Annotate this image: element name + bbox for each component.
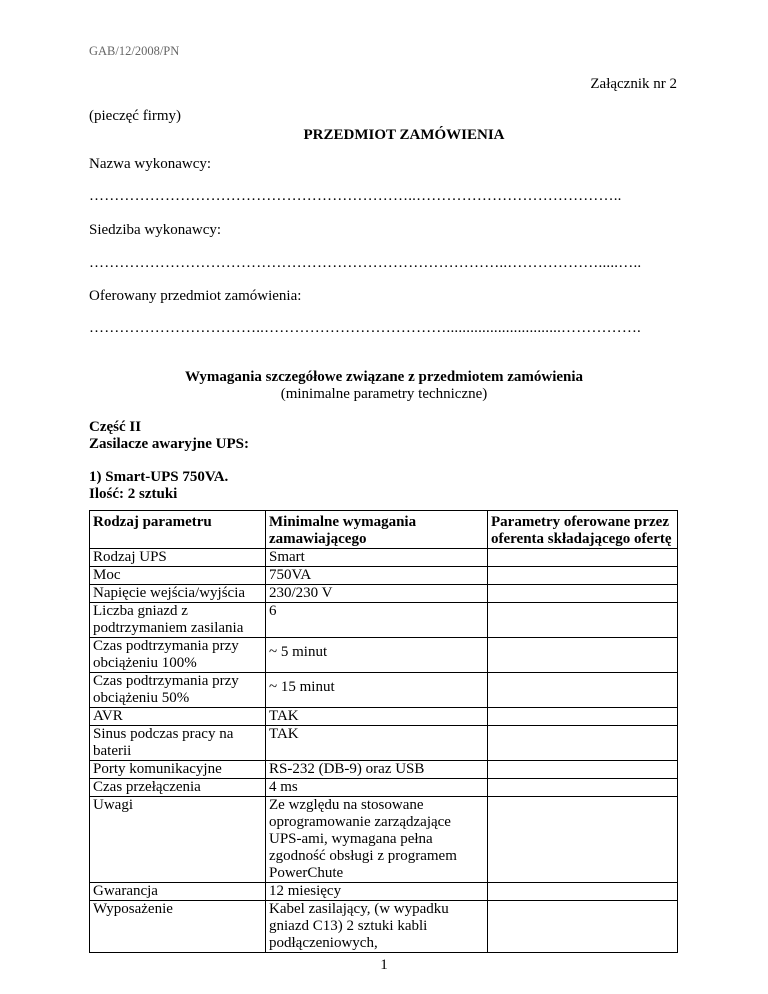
param-name: Napięcie wejścia/wyjścia [90,585,266,603]
offered-item-field[interactable]: ……………………………..……………………………….............................……………. [89,320,641,336]
param-requirement: 750VA [266,567,488,585]
param-requirement: Ze względu na stosowane oprogramowanie zarządzające UPS-ami, wymagana pełna zgodność obsługi z programem PowerChute [266,797,488,883]
param-requirement: ~ 15 minut [266,673,488,708]
param-name: Liczba gniazd z podtrzymaniem zasilania [90,603,266,638]
param-name: Czas podtrzymania przy obciążeniu 50% [90,673,266,708]
offered-item-label: Oferowany przedmiot zamówienia: [89,288,302,304]
table-row [90,549,678,567]
item-heading: 1) Smart-UPS 750VA. [89,469,229,485]
offered-value-cell[interactable] [488,638,678,673]
table-row [90,797,678,883]
param-name: Moc [90,567,266,585]
param-name: Czas przełączenia [90,779,266,797]
table-row [90,603,678,638]
offered-value-cell[interactable] [488,708,678,726]
table-row [90,673,678,708]
offered-value-cell[interactable] [488,603,678,638]
requirements-subtitle: (minimalne parametry techniczne) [280,386,488,402]
page-number: 1 [380,957,388,973]
param-requirement: Smart [266,549,488,567]
table-row [90,901,678,953]
table-row [90,726,678,761]
contractor-name-field[interactable]: ………………………………………………………..………………………………….. [89,188,622,204]
contractor-seat-label: Siedziba wykonawcy: [89,222,222,238]
param-requirement: 230/230 V [266,585,488,603]
param-name: Gwarancja [90,883,266,901]
param-requirement: TAK [266,708,488,726]
param-requirement: 4 ms [266,779,488,797]
param-requirement: ~ 5 minut [266,638,488,673]
company-stamp-placeholder: (pieczęć firmy) [89,108,182,124]
table-header-row [90,511,678,549]
offered-value-cell[interactable] [488,779,678,797]
header-offered-params: Parametry oferowane przez oferenta składającego ofertę [488,511,678,549]
table-row [90,708,678,726]
table-row [90,585,678,603]
offered-value-cell[interactable] [488,673,678,708]
param-name: AVR [90,708,266,726]
table-row [90,779,678,797]
param-name: Rodzaj UPS [90,549,266,567]
table-row [90,883,678,901]
param-name: Czas podtrzymania przy obciążeniu 100% [90,638,266,673]
header-min-requirements: Minimalne wymagania zamawiającego [266,511,488,549]
param-requirement: Kabel zasilający, (w wypadku gniazd C13) 2 sztuki kabli podłączeniowych, [266,901,488,953]
param-name: Uwagi [90,797,266,883]
offered-value-cell[interactable] [488,883,678,901]
requirements-title: Wymagania szczegółowe związane z przedmiotem zamówienia [184,369,584,385]
param-requirement: 12 miesięcy [266,883,488,901]
part-heading: Część II [89,419,142,435]
offered-value-cell[interactable] [488,585,678,603]
offered-value-cell[interactable] [488,567,678,585]
offered-value-cell[interactable] [488,761,678,779]
document-code: GAB/12/2008/PN [89,44,180,58]
table-row [90,638,678,673]
param-name: Wyposażenie [90,901,266,953]
offered-value-cell[interactable] [488,549,678,567]
annex-label: Załącznik nr 2 [590,76,677,92]
offered-value-cell[interactable] [488,797,678,883]
param-name: Porty komunikacyjne [90,761,266,779]
part-name: Zasilacze awaryjne UPS: [89,436,249,452]
parameters-table [89,510,678,953]
header-param-type: Rodzaj parametru [90,511,266,549]
item-quantity: Ilość: 2 sztuki [89,486,178,502]
table-row [90,567,678,585]
param-name: Sinus podczas pracy na baterii [90,726,266,761]
offered-value-cell[interactable] [488,726,678,761]
offered-value-cell[interactable] [488,901,678,953]
param-requirement: 6 [266,603,488,638]
param-requirement: TAK [266,726,488,761]
table-row [90,761,678,779]
page-title: PRZEDMIOT ZAMÓWIENIA [303,127,505,143]
contractor-name-label: Nazwa wykonawcy: [89,156,212,172]
param-requirement: RS-232 (DB-9) oraz USB [266,761,488,779]
contractor-seat-field[interactable]: ………………………………………………………………………..……………….....….. [89,255,642,271]
